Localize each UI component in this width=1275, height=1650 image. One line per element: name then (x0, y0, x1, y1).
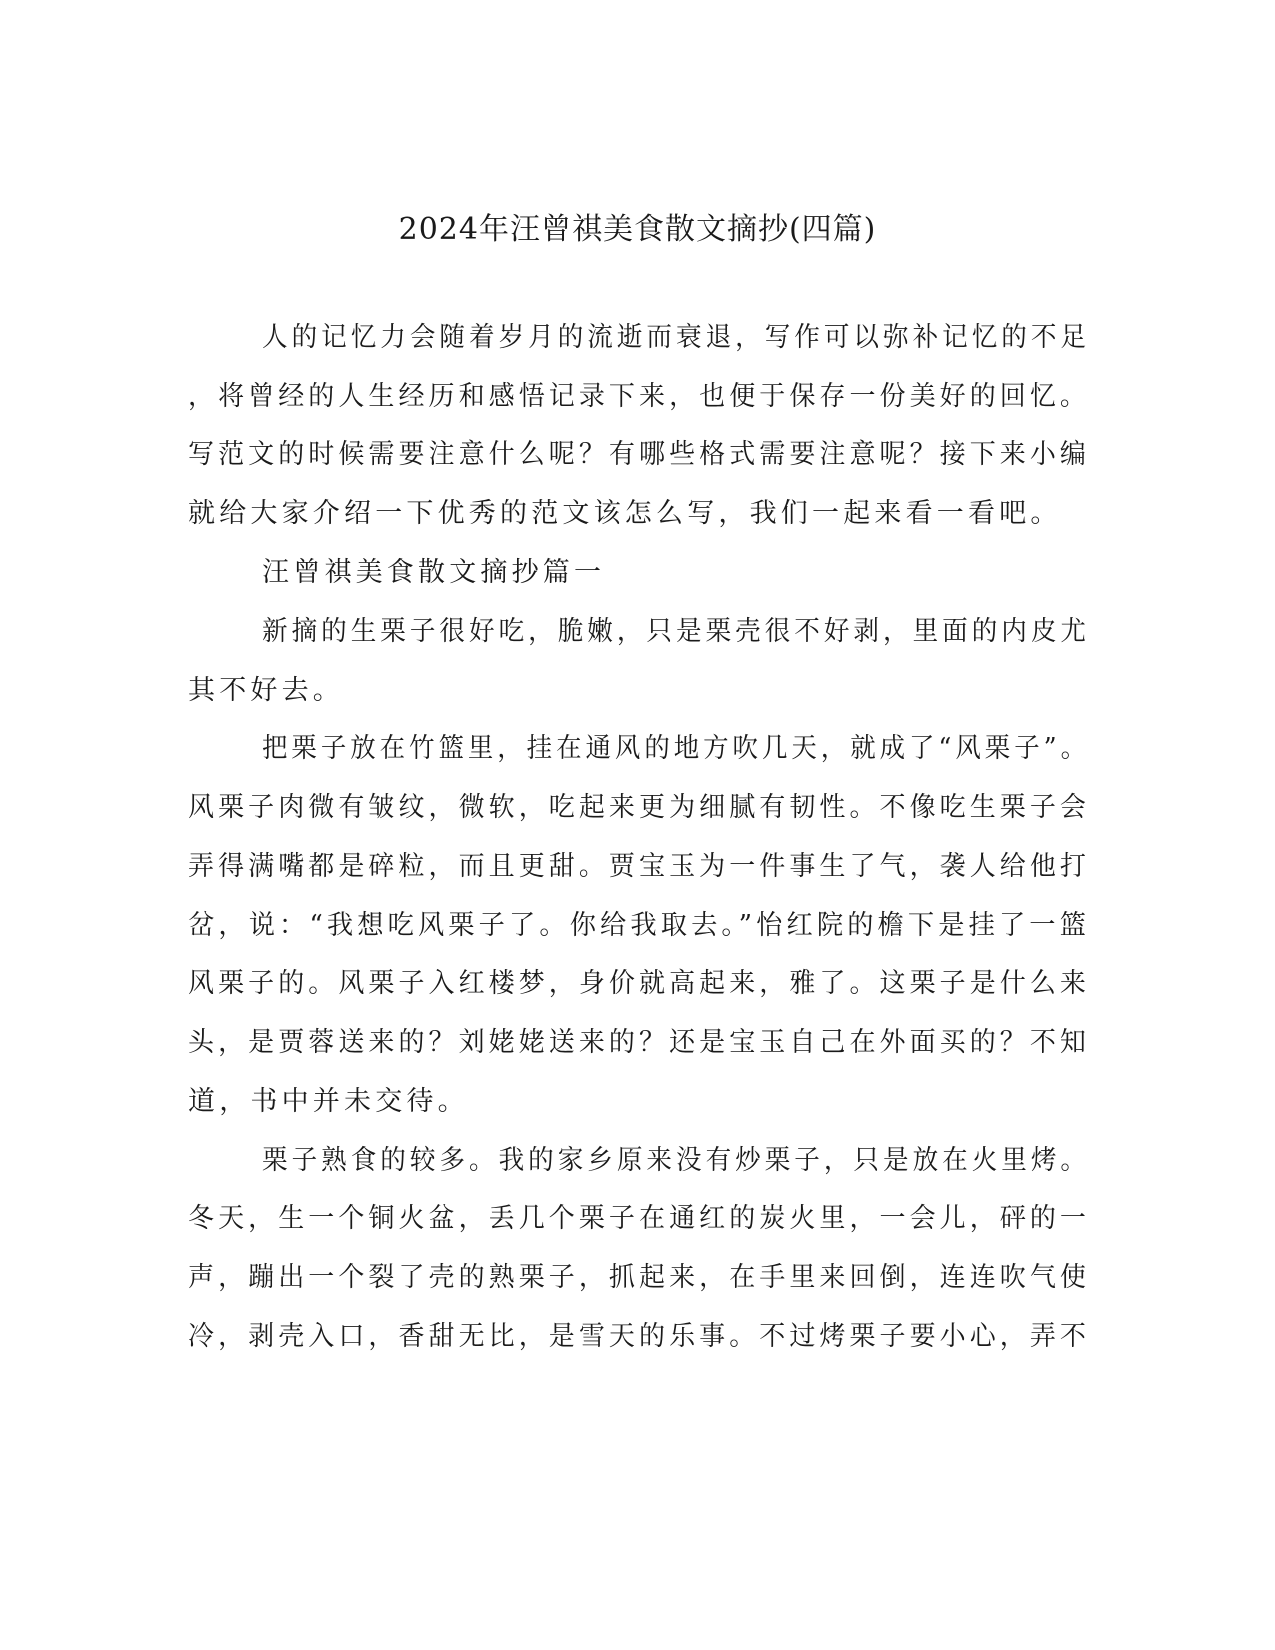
paragraph-line: 把栗子放在竹篮里，挂在通风的地方吹几天，就成了“风栗子”。 (262, 733, 1090, 764)
paragraph-line: ，将曾经的人生经历和感悟记录下来，也便于保存一份美好的回忆。 (188, 381, 1090, 412)
section-heading: 汪曾祺美食散文摘抄篇一 (262, 557, 606, 588)
paragraph-line: 写范文的时候需要注意什么呢？有哪些格式需要注意呢？接下来小编 (188, 439, 1090, 470)
paragraph-line: 其不好去。 (188, 675, 344, 706)
paragraph-line: 冷，剥壳入口，香甜无比，是雪天的乐事。不过烤栗子要小心，弄不 (188, 1321, 1090, 1352)
paragraph-line: 声，蹦出一个裂了壳的熟栗子，抓起来，在手里来回倒，连连吹气使 (188, 1262, 1090, 1293)
paragraph-line: 道，书中并未交待。 (188, 1086, 469, 1117)
paragraph-line: 冬天，生一个铜火盆，丢几个栗子在通红的炭火里，一会儿，砰的一 (188, 1203, 1090, 1234)
paragraph-line: 新摘的生栗子很好吃，脆嫩，只是栗壳很不好剥，里面的内皮尤 (262, 616, 1090, 647)
paragraph-line: 风栗子的。风栗子入红楼梦，身价就高起来，雅了。这栗子是什么来 (188, 968, 1090, 999)
paragraph-line: 风栗子肉微有皱纹，微软，吃起来更为细腻有韧性。不像吃生栗子会 (188, 792, 1090, 823)
document-title: 2024年汪曾祺美食散文摘抄(四篇) (398, 212, 877, 247)
paragraph-line: 头，是贾蓉送来的？刘姥姥送来的？还是宝玉自己在外面买的？不知 (188, 1027, 1090, 1058)
paragraph-line: 弄得满嘴都是碎粒，而且更甜。贾宝玉为一件事生了气，袭人给他打 (188, 851, 1090, 882)
paragraph-line: 就给大家介绍一下优秀的范文该怎么写，我们一起来看一看吧。 (188, 498, 1062, 529)
paragraph-line: 人的记忆力会随着岁月的流逝而衰退，写作可以弥补记忆的不足 (262, 322, 1090, 353)
paragraph-line: 栗子熟食的较多。我的家乡原来没有炒栗子，只是放在火里烤。 (262, 1145, 1090, 1176)
paragraph-line: 岔，说：“我想吃风栗子了。你给我取去。”怡红院的檐下是挂了一篮 (188, 910, 1090, 941)
